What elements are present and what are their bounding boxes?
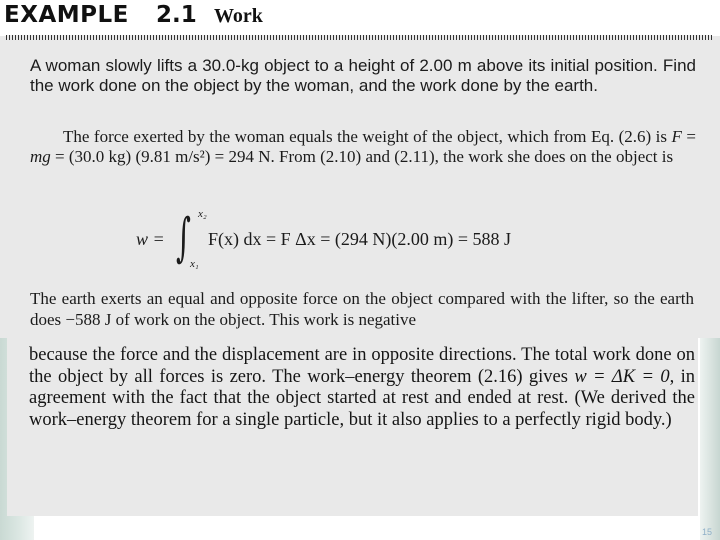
formula-f: F	[671, 127, 682, 146]
solution-text-b: = (30.0 kg) (9.81 m/s²) = 294 N. From (2.10) and (2.11), the work she does on the object is	[50, 147, 674, 166]
formula-equals: =	[681, 127, 696, 146]
equation-rhs: F(x) dx = F Δx = (294 N)(2.00 m) = 588 J	[208, 229, 512, 249]
example-number: 2.1	[156, 2, 197, 28]
continuation-paragraph	[29, 345, 695, 431]
continuation-text-b: , in agreement with the fact that the object started at rest and ended at rest. (We derived the work–energy theorem for a single particle, but it also applies to a perfectly rigid body.)	[29, 366, 695, 430]
upper-limit: x₂	[198, 208, 207, 220]
example-label: EXAMPLE	[4, 2, 129, 28]
problem-statement: A woman slowly lifts a 30.0-kg object to a height of 2.00 m above its initial position. Find the work done on the object by the woman, and the work done by the earth.	[30, 56, 696, 95]
textbook-scan-lower	[7, 338, 698, 516]
work-energy-formula: w = ΔK = 0	[574, 366, 670, 387]
example-subtitle: Work	[214, 5, 263, 27]
slide-page-number: 15	[702, 527, 713, 537]
earth-work-paragraph: The earth exerts an equal and opposite force on the object compared with the lifter, so the earth does −588 J of work on the object. This work is negative	[30, 289, 694, 329]
integral-sign-icon: ∫	[176, 208, 191, 268]
header-rule	[6, 35, 712, 40]
solution-text-a: The force exerted by the woman equals the weight of the object, which from Eq. (2.6) is	[63, 127, 672, 146]
work-equation	[136, 210, 656, 274]
formula-mg: mg	[30, 147, 51, 166]
continuation-text-a: because the force and the displacement are in opposite directions. The total work done on the object by all forces is zero. The work–energy theorem (2.16) gives	[29, 345, 695, 387]
equation-lhs: w =	[136, 229, 165, 249]
solution-paragraph	[30, 127, 696, 167]
lower-limit: x₁	[190, 258, 199, 270]
example-header	[0, 0, 720, 36]
